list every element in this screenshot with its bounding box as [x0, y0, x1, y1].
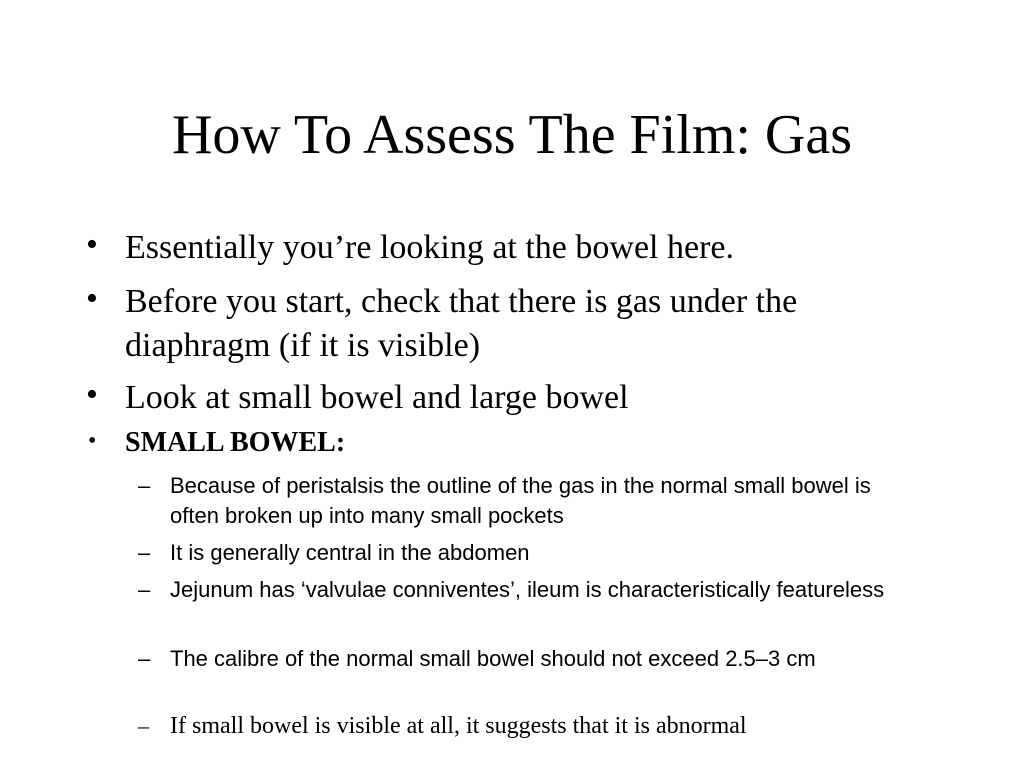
- subbullet-marker: –: [138, 577, 151, 602]
- bullet-text: Look at small bowel and large bowel: [125, 379, 629, 416]
- bullet-heading-text: SMALL BOWEL:: [125, 427, 346, 458]
- subbullet-marker: –: [138, 646, 151, 671]
- subbullet-text: Jejunum has ‘valvulae conniventes’, ileum is characteristically featureless: [170, 577, 885, 602]
- subbullet-text: If small bowel is visible at all, it suggests that it is abnormal: [170, 713, 747, 739]
- bullet-text: Essentially you’re looking at the bowel here.: [125, 229, 734, 266]
- bullet-marker: •: [88, 428, 97, 454]
- bullet-marker: •: [86, 226, 98, 263]
- subbullet-marker: –: [138, 713, 149, 738]
- subbullet-text: It is generally central in the abdomen: [170, 540, 530, 565]
- subbullet-marker: –: [138, 540, 151, 565]
- bullet-marker: •: [86, 280, 98, 317]
- subbullet-text: Because of peristalsis the outline of the gas in the normal small bowel is often broken up into many small pockets: [170, 473, 871, 528]
- slide-title: How To Assess The Film: Gas: [171, 104, 853, 166]
- bullet-text: Before you start, check that there is gas under the diaphragm (if it is visible): [125, 283, 798, 364]
- subbullet-marker: –: [138, 473, 151, 498]
- bullet-marker: •: [86, 376, 98, 413]
- subbullet-text: The calibre of the normal small bowel should not exceed 2.5–3 cm: [170, 646, 816, 671]
